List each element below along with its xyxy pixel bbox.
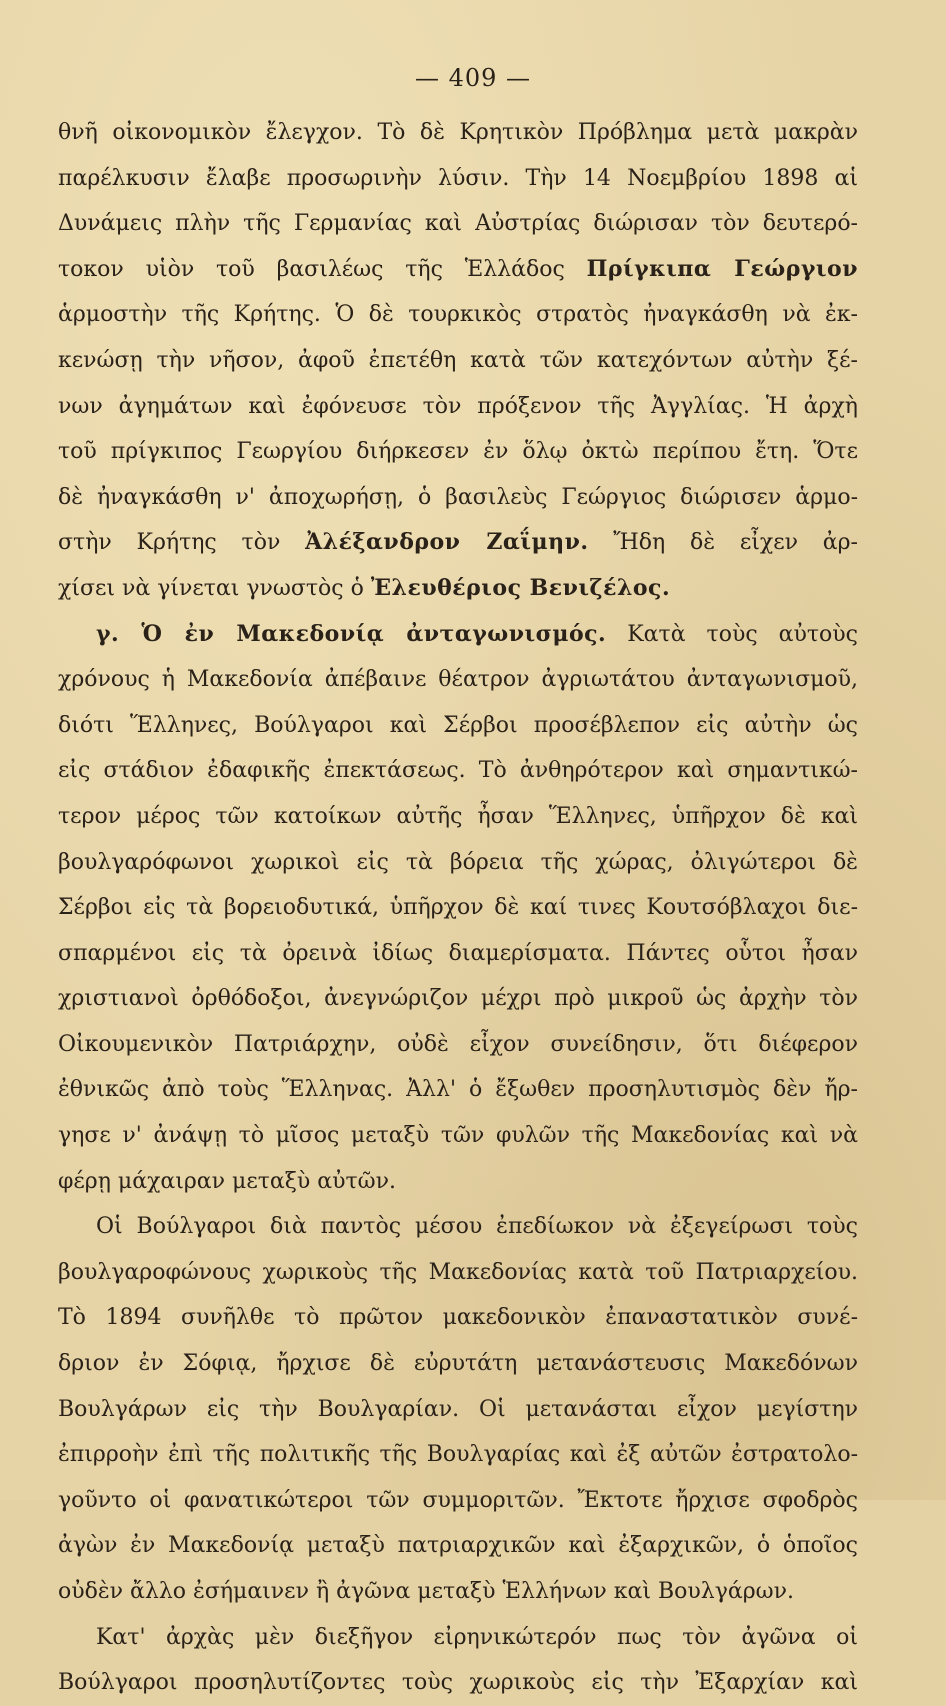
text-line xyxy=(58,247,858,293)
text-line xyxy=(58,1204,858,1250)
text-line xyxy=(58,1615,858,1661)
text-line xyxy=(58,475,858,521)
text-segment: εἰς στάδιον ἐδαφικῆς ἐπεκτάσεως. Τὸ ἀνθηρότερον καὶ σημαντικώ- xyxy=(58,758,858,784)
bold-phrase: Ἀλέξανδρον Ζαΐμην. xyxy=(305,529,589,556)
text-line xyxy=(58,1295,858,1341)
text-segment: Τὸ 1894 συνῆλθε τὸ πρῶτον μακεδονικὸν ἐπαναστατικὸν συνέ- xyxy=(58,1305,858,1331)
text-line xyxy=(58,292,858,338)
text-line xyxy=(58,657,858,703)
text-line xyxy=(58,748,858,794)
text-line xyxy=(58,384,858,430)
text-segment: χρόνους ἡ Μακεδονία ἀπέβαινε θέατρον ἀγριωτάτου ἀνταγωνισμοῦ, xyxy=(58,667,858,693)
text-line xyxy=(58,1432,858,1478)
text-segment: ἀγὼν ἐν Μακεδονίᾳ μεταξὺ πατριαρχικῶν καὶ ἐξαρχικῶν, ὁ ὁποῖος xyxy=(58,1533,858,1559)
text-segment: βουλγαρόφωνοι χωρικοὶ εἰς τὰ βόρεια τῆς χώρας, ὀλιγώτεροι δὲ xyxy=(58,849,858,875)
text-segment: Κατ' ἀρχὰς μὲν διεξῆγον εἰρηνικώτερόν πως τὸν ἀγῶνα οἱ xyxy=(96,1624,858,1650)
text-line xyxy=(58,931,858,977)
text-line xyxy=(58,1022,858,1068)
text-segment: Βούλγαροι προσηλυτίζοντες τοὺς χωρικοὺς εἰς τὴν Ἐξαρχίαν καὶ xyxy=(58,1670,858,1696)
text-segment: βουλγαροφώνους χωρικοὺς τῆς Μακεδονίας κατὰ τοῦ Πατριαρχείου. xyxy=(58,1259,858,1285)
text-line xyxy=(58,429,858,475)
text-line xyxy=(58,1523,858,1569)
text-line xyxy=(58,1478,858,1524)
text-segment: ἐθνικῶς ἀπὸ τοὺς Ἕλληνας. Ἀλλ' ὁ ἔξωθεν προσηλυτισμὸς δὲν ἤρ- xyxy=(58,1077,858,1103)
text-segment: διότι Ἕλληνες, Βούλγαροι καὶ Σέρβοι προσέβλεπον εἰς αὐτὴν ὡς xyxy=(58,712,858,738)
text-segment: χίσει νὰ γίνεται γνωστὸς ὁ xyxy=(58,575,371,601)
text-segment: δριον ἐν Σόφιᾳ, ἤρχισε δὲ εὐρυτάτη μετανάστευσις Μακεδόνων xyxy=(58,1351,858,1377)
text-segment: Δυνάμεις πλὴν τῆς Γερμανίας καὶ Αὐστρίας διώρισαν τὸν δευτερό- xyxy=(58,211,858,237)
text-segment: τοῦ πρίγκιπος Γεωργίου διήρκεσεν ἐν ὅλῳ ὀκτὼ περίπου ἔτη. Ὅτε xyxy=(58,439,858,465)
text-segment: χριστιανοὶ ὀρθόδοξοι, ἀνεγνώριζον μέχρι πρὸ μικροῦ ὡς ἀρχὴν τὸν xyxy=(58,986,858,1012)
text-line xyxy=(58,1067,858,1113)
text-line xyxy=(58,1159,858,1205)
text-line xyxy=(58,976,858,1022)
text-segment: γησε ν' ἀνάψῃ τὸ μῖσος μεταξὺ τῶν φυλῶν τῆς Μακεδονίας καὶ νὰ xyxy=(58,1123,858,1149)
text-segment: παρέλκυσιν ἔλαβε προσωρινὴν λύσιν. Τὴν 14 Νοεμβρίου 1898 αἱ xyxy=(58,165,858,191)
bold-phrase: Ἐλευθέριος Βενιζέλος. xyxy=(370,574,671,601)
text-line xyxy=(58,1387,858,1433)
text-segment: Βουλγάρων εἰς τὴν Βουλγαρίαν. Οἱ μετανάσται εἶχον μεγίστην xyxy=(58,1396,858,1422)
text-segment: Ἤδη δὲ εἶχεν ἀρ- xyxy=(588,530,858,556)
text-segment: θνῆ οἰκονομικὸν ἔλεγχον. Τὸ δὲ Κρητικὸν Πρόβλημα μετὰ μακρὰν xyxy=(58,120,858,145)
text-line xyxy=(58,885,858,931)
text-line xyxy=(58,703,858,749)
text-line xyxy=(58,840,858,886)
bold-phrase: γ. Ὁ ἐν Μακεδονίᾳ ἀνταγωνισμός. xyxy=(96,620,607,647)
bold-phrase: Πρίγκιπα Γεώργιον xyxy=(586,255,858,282)
text-line xyxy=(58,566,858,612)
text-line xyxy=(58,612,858,658)
text-line xyxy=(58,338,858,384)
text-segment: νων ἀγημάτων καὶ ἐφόνευσε τὸν πρόξενον τῆς Ἀγγλίας. Ἡ ἀρχὴ xyxy=(58,393,858,419)
text-segment: γοῦντο οἱ φανατικώτεροι τῶν συμμοριτῶν. Ἔκτοτε ἤρχισε σφοδρὸς xyxy=(58,1487,858,1513)
page-number: — 409 — xyxy=(414,64,532,92)
text-segment: σπαρμένοι εἰς τὰ ὀρεινὰ ἰδίως διαμερίσματα. Πάντες οὗτοι ἦσαν xyxy=(58,940,858,966)
text-line xyxy=(58,1250,858,1296)
text-segment: ἐπιρροὴν ἐπὶ τῆς πολιτικῆς τῆς Βουλγαρίας καὶ ἐξ αὐτῶν ἐστρατολο- xyxy=(58,1442,858,1468)
text-segment: ἁρμοστὴν τῆς Κρήτης. Ὁ δὲ τουρκικὸς στρατὸς ἠναγκάσθη νὰ ἐκ- xyxy=(58,302,858,328)
text-segment: κενώσῃ τὴν νῆσον, ἀφοῦ ἐπετέθη κατὰ τῶν κατεχόντων αὐτὴν ξέ- xyxy=(58,347,858,373)
text-segment: Σέρβοι εἰς τὰ βορειοδυτικά, ὑπῆρχον δὲ καί τινες Κουτσόβλαχοι διε- xyxy=(58,895,858,921)
text-line xyxy=(58,201,858,247)
text-segment: τερον μέρος τῶν κατοίκων αὐτῆς ἦσαν Ἕλληνες, ὑπῆρχον δὲ καὶ xyxy=(58,803,858,829)
text-line xyxy=(58,1660,858,1706)
text-segment: τοκον υἱὸν τοῦ βασιλέως τῆς Ἑλλάδος xyxy=(58,256,587,282)
text-segment: δὲ ἠναγκάσθη ν' ἀποχωρήσῃ, ὁ βασιλεὺς Γεώργιος διώρισεν ἁρμο- xyxy=(58,484,858,510)
text-segment: οὐδὲν ἄλλο ἐσήμαινεν ἢ ἀγῶνα μεταξὺ Ἑλλήνων καὶ Βουλγάρων. xyxy=(58,1579,794,1604)
text-line xyxy=(58,156,858,202)
text-line xyxy=(58,1113,858,1159)
text-segment: Κατὰ τοὺς αὐτοὺς xyxy=(606,621,858,647)
text-line xyxy=(58,520,858,566)
text-line xyxy=(58,1569,858,1615)
text-line xyxy=(58,1341,858,1387)
text-segment: Οἱ Βούλγαροι διὰ παντὸς μέσου ἐπεδίωκον νὰ ἐξεγείρωσι τοὺς xyxy=(96,1214,858,1240)
text-segment: Οἰκουμενικὸν Πατριάρχην, οὐδὲ εἶχον συνείδησιν, ὅτι διέφερον xyxy=(58,1031,858,1057)
text-line xyxy=(58,110,858,156)
body-text xyxy=(58,110,858,1706)
text-segment: στὴν Κρήτης τὸν xyxy=(58,530,306,556)
text-line xyxy=(58,794,858,840)
text-segment: φέρῃ μάχαιραν μεταξὺ αὐτῶν. xyxy=(58,1168,396,1194)
